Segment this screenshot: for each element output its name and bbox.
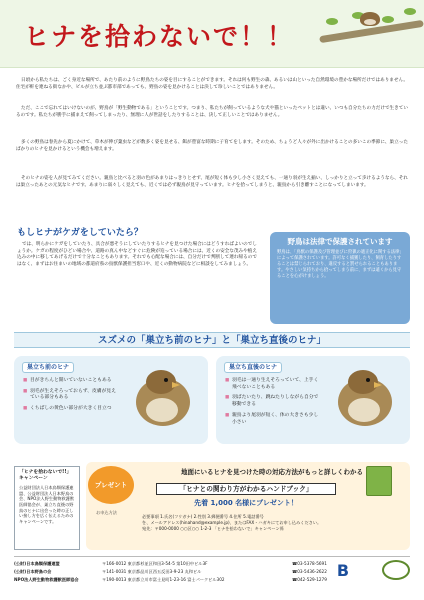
apply-method-label: お申込方法 xyxy=(96,510,117,515)
org-phone: ☎03-5378-5691 xyxy=(292,561,327,566)
apply-requirements-line: 宛先：〒000-0000 ○○区○○ 1-2-3 「ヒナを拾わないで」キャンペーン係 xyxy=(142,526,284,532)
injury-section-title: もしヒナがケガをしていたら？ xyxy=(17,228,143,238)
nestling-after-list xyxy=(225,378,321,430)
nestling-before-panel xyxy=(14,356,208,444)
list-item: ■ 親鳥より尾羽が短く、体の大きさも少し小さい xyxy=(225,413,321,426)
apply-requirements-line: を、メールアドレス(hinahand@example.jp)、またはFAX・ハガキにてお申し込みください。 xyxy=(142,520,322,526)
list-item: ■ くちばしの黄色い部分が大きく目立つ xyxy=(23,406,119,413)
branch-with-bird-icon xyxy=(314,0,424,66)
org-phone: ☎042-529-1279 xyxy=(292,576,327,582)
chick-belly-shape xyxy=(348,398,380,422)
intro-paragraph-1: 日頃から私たちは、ごく身近な場所で、あたり前のように野鳥たちの姿を目にすることができます。それは何も野生の森、あるいは山といった自然環境の豊かな場所だけではありません。住宅が軒を連ねる街なかや、ビルが立ち並ぶ都市部であっても、野鳥の姿を見かけることは決して珍しいことではありません。 xyxy=(16,78,408,90)
campaign-box xyxy=(14,466,80,550)
intro-paragraph-2: ただ、ここで忘れてはいけないのが、野鳥が「野生動物である」ということです。つまり、私たちが飼っているような犬や猫といったペットとは違い、いつも自分たちの力だけで生きているのです。私たちが勝手に捕まえて飼ってしまったり、無理に人が世話をしたりすることは、決して正しいことではありません。 xyxy=(16,106,408,118)
intro-paragraph-3: 多くの野鳥は春先から夏にかけて、草木が伸び葉虫などが数多く姿を見せる、餌が豊富な時期に子育てをします。そのため、ちょうど人々が外に出かけることの多いこの季節に、巣立ったばかりのヒナを見かけるという機会も増えます。 xyxy=(16,140,408,152)
leaf-icon xyxy=(382,16,394,23)
present-badge: プレゼント xyxy=(88,466,134,504)
handbook-icon xyxy=(366,466,392,496)
nestling-after-tag: 巣立ち直後のヒナ xyxy=(224,362,282,373)
org-address: 〒141-0031 東京都品川区西五反田3-9-23 丸和ビル xyxy=(102,568,202,574)
leaf-icon xyxy=(404,8,416,15)
org-name: (公財)日本鳥類保護連盟 xyxy=(14,561,60,566)
page-mark: B xyxy=(336,561,350,580)
present-lead: 地面にいるヒナを見つけた時の対応方法がもっと詳しくわかる xyxy=(181,468,363,476)
present-panel xyxy=(86,462,410,550)
sparrow-nestling-icon xyxy=(128,368,198,432)
page-title: ヒナを拾わないで！！ xyxy=(24,22,295,51)
list-item: ■ 羽毛は一通り生えそろっていて、上手く飛べないこともある xyxy=(225,378,321,391)
comparison-heading: スズメの「巣立ち前のヒナ」と「巣立ち直後のヒナ」 xyxy=(14,332,410,348)
apply-requirements xyxy=(142,514,404,532)
injury-section-body: では、明らかにケガをしていたり、具合が悪そうにしていたりするヒナを見つけた場合にはどうすればよいのでしょうか。ケガの程度がひどい場合や、道路の真ん中などすぐに危険が迫っている場合には、近くの安全な茂みや植え込みの中に移してあげるだけで十分なこともあります。それでも心配な場合には、自分だけで判断して連れ帰るのではなく、まずはお住まいの地域の都道府県の鳥獣保護担当窓口や、近くの動物病院などに相談をしてみましょう。 xyxy=(17,242,257,267)
org-address: 〒190-0013 東京都立川市富士見町1-23-16 富士パークビル302 xyxy=(102,576,225,582)
bird-icon xyxy=(360,12,380,26)
nestling-before-tag: 巣立ち前のヒナ xyxy=(22,362,74,373)
law-notice-title: 野鳥は法律で保護されています xyxy=(287,237,393,246)
campaign-title: 「ヒナを拾わないで!!」キャンペーン xyxy=(19,470,72,482)
org-name: (公財)日本野鳥の会 xyxy=(14,568,52,574)
nestling-after-panel xyxy=(216,356,410,444)
header xyxy=(0,0,424,68)
chick-eye-shape xyxy=(366,378,370,382)
sparrow-fledgling-icon xyxy=(330,368,400,432)
chick-beak-shape xyxy=(374,382,382,388)
present-count: 先着 1,000 名様にプレゼント！ xyxy=(194,499,298,507)
leaf-icon xyxy=(326,18,338,25)
list-item: ■ 目がきちんと開いていないこともある xyxy=(23,378,119,385)
intro-paragraph-4: そのヒナの姿を人が見てみてください。親鳥と比べると羽の色があまりはっきりとせず、尾が短く体も少し小さく見えても、一通り羽が生え揃い、しっかりと立って歩けるようなら、それは巣立ったあとの元気なヒナです。あまりに弱々しく見えても、近くでは必ず親鳥が見守っています。ヒナを拾ってしまうと、親鳥から引き離すことになってしまいます。 xyxy=(16,176,408,188)
chick-beak-shape xyxy=(172,382,180,388)
organization-logo-icon xyxy=(382,560,410,580)
nestling-before-list xyxy=(23,378,119,417)
org-address: 〒166-0012 東京都杉並区和田3-54-5 第10田中ビル3F xyxy=(102,561,208,566)
list-item: ■ 羽ばたいたり、跳ねたりしながら自分で移動できる xyxy=(225,395,321,408)
org-name: NPO法人野生動物救護獣医師協会 xyxy=(14,576,79,582)
org-phone: ☎03-5436-2622 xyxy=(292,568,327,574)
apply-requirements-line: 必要事項 1.氏名(フリガナ) 2.性別 3.郵便番号 4.住所 5.電話番号 xyxy=(142,514,264,519)
handbook-title: 「ヒナとの関わり方がわかるハンドブック」 xyxy=(156,483,336,495)
law-notice-body: 野鳥は、「鳥獣の保護及び管理並びに狩猟の適正化に関する法律」によって保護されています。許可なく捕獲したり、飼育したりすることは禁じられており、違反すると罰せられることもあります。やさしい気持ちから拾ってしまう前に、まずは遠くから見守ることを心がけましょう。 xyxy=(277,249,402,280)
list-item: ■ 羽毛が生えそろっておらず、皮膚が見えている部分もある xyxy=(23,389,119,402)
chick-eye-shape xyxy=(164,378,168,382)
law-notice-box xyxy=(270,232,410,324)
campaign-body: 公益財団法人日本鳥類保護連盟、公益財団法人日本野鳥の会、NPO法人野生動物救護獣医師協会が、巣立ち直後の野鳥のヒナに出会った時の正しい接し方を広く伝えるためのキャンペーンです。 xyxy=(19,484,75,524)
chick-belly-shape xyxy=(146,398,178,422)
